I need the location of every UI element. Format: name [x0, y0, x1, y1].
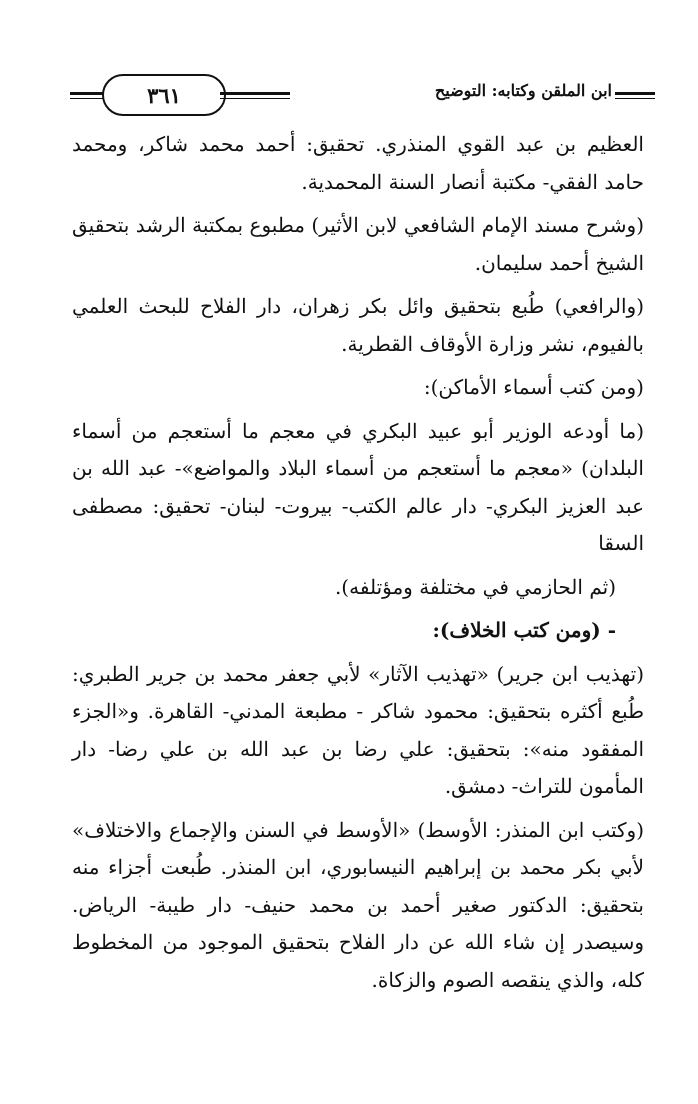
page-number: ٣٦١ [102, 74, 226, 116]
paragraph: العظيم بن عبد القوي المنذري. تحقيق: أحمد محمد شاكر، ومحمد حامد الفقي- مكتبة أنصار السنة المحمدية. [72, 132, 644, 194]
paragraph: (ومن كتب أسماء الأماكن): [423, 375, 644, 399]
paragraph: (وشرح مسند الإمام الشافعي لابن الأثير) مطبوع بمكتبة الرشد بتحقيق الشيخ أحمد سليمان. [72, 213, 644, 275]
header-rule [615, 98, 655, 99]
running-title: ابن الملقن وكتابه: التوضيح [434, 81, 612, 100]
paragraph: - (ومن كتب الخلاف): [432, 618, 616, 642]
header-rule [220, 92, 290, 95]
paragraph: (وكتب ابن المنذر: الأوسط) «الأوسط في السنن والإجماع والاختلاف» لأبي بكر محمد بن إبراهيم النيسابوري، ابن المنذر. طُبعت أجزاء منه بتحقيق: الدكتور صغير أحمد بن محمد حنيف- دار طيبة- الرياض. وسيصدر إن شاء الله عن دار الفلاح بتحقيق الموجود من المخطوط كله، والذي ينقصه الصوم والزكاة. [72, 817, 644, 992]
header-rule [615, 92, 655, 95]
header-rule [70, 98, 106, 99]
header-rule [220, 98, 290, 99]
paragraph: (ما أودعه الوزير أبو عبيد البكري في معجم ما أستعجم من أسماء البلدان) «معجم ما أستعجم من أسماء البلاد والمواضع»- عبد الله بن عبد العزيز البكري- دار عالم الكتب- بيروت- لبنان- تحقيق: مصطفى السقا [72, 418, 644, 555]
paragraph: (ثم الحازمي في مختلفة ومؤتلفه). [334, 574, 616, 599]
paragraph: (والرافعي) طُبع بتحقيق وائل بكر زهران، دار الفلاح للبحث العلمي بالفيوم، نشر وزارة الأوقاف القطرية. [72, 294, 644, 356]
paragraph: (تهذيب ابن جرير) «تهذيب الآثار» لأبي جعفر محمد بن جرير الطبري: طُبع أكثره بتحقيق: محمود شاكر - مطبعة المدني- القاهرة. و«الجزء المفقود منه»: بتحقيق: علي رضا بن عبد الله بن علي رضا- دار المأمون للتراث- دمشق. [72, 661, 644, 798]
running-header [70, 70, 655, 116]
header-rule [70, 92, 106, 95]
body-text [72, 126, 644, 1005]
